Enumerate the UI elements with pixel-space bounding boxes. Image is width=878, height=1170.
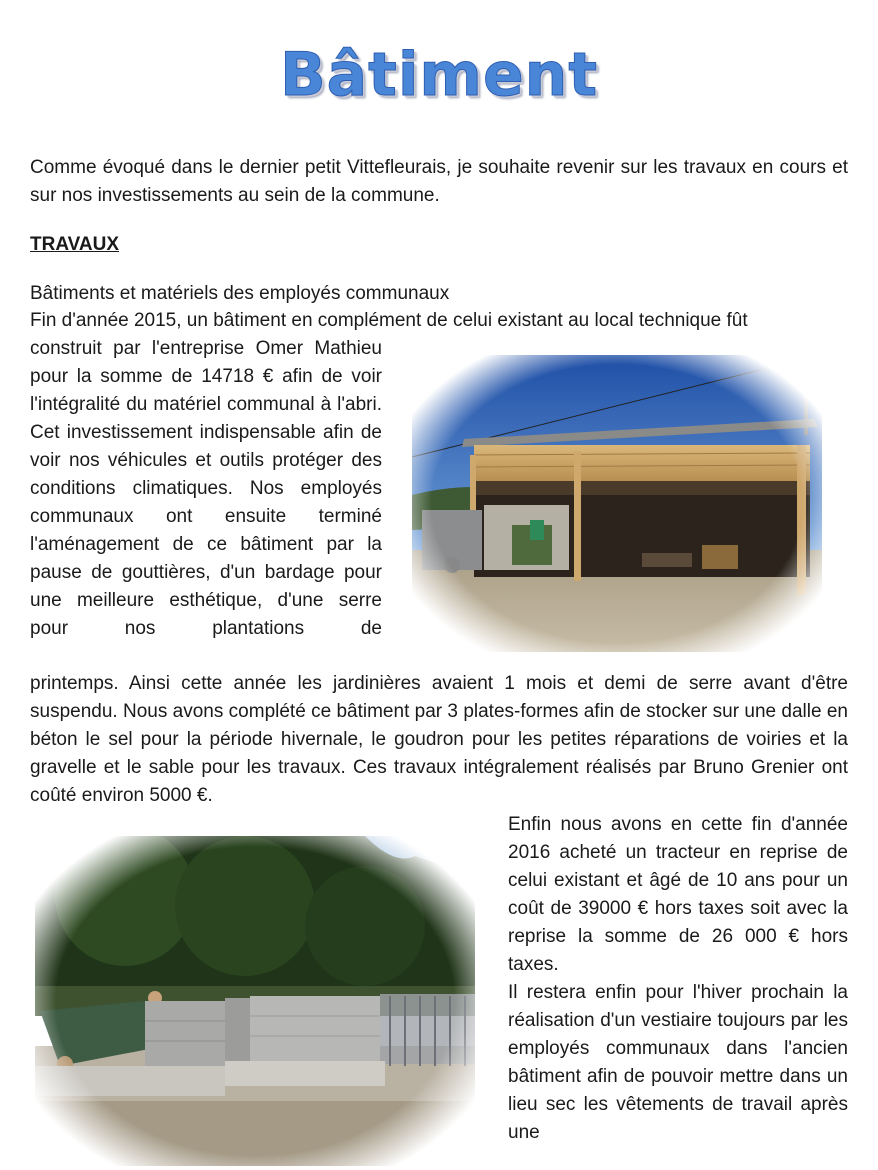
- page-title: Bâtiment: [279, 40, 599, 110]
- right-column-text-2: Il restera enfin pour l'hiver prochain la réalisation d'un vestiaire toujours par les employés communaux dans l'ancien bâtiment afin de pouvoir mettre dans un lieu sec les vêtements de travail après une: [508, 982, 848, 1143]
- left-column-text: construit par l'entreprise Omer Mathieu pour la somme de 14718 € afin de voir l'intégralité du matériel communal à l'abri. Cet investissement indispensable afin de voir nos véhicules et outils protéger des conditions climatiques. Nos employés communaux ont ensuite terminé l'aménagement de ce bâtiment par la pause de gouttières, d'un bardage pour une meilleure esthétique, d'une serre pour nos plantations de: [30, 338, 382, 639]
- shed-photo: [412, 355, 822, 652]
- subheading: Bâtiments et matériels des employés communaux: [30, 283, 450, 304]
- intro-paragraph: Comme évoqué dans le dernier petit Vittefleurais, je souhaite revenir sur les travaux en cours et sur nos investissements au sein de la commune.: [30, 157, 848, 206]
- storage-bays-photo: [35, 836, 475, 1166]
- continuation-paragraph: printemps. Ainsi cette année les jardinières avaient 1 mois et demi de serre avant d'être suspendu. Nous avons complété ce bâtiment par 3 plates-formes afin de stocker sur une dalle en béton le sel pour la période hivernale, le goudron pour les petites réparations de voiries et la gravelle et le sable pour les travaux. Ces travaux intégralement réalisés par Bruno Grenier ont coûté environ 5000 €.: [30, 673, 848, 806]
- paragraph-first-line: Fin d'année 2015, un bâtiment en complément de celui existant au local technique fût: [30, 310, 748, 331]
- section-heading: TRAVAUX: [30, 234, 120, 255]
- right-column-text-1: Enfin nous avons en cette fin d'année 2016 acheté un tracteur en reprise de celui existant et âgé de 10 ans pour un coût de 39000 € hors taxes soit avec la reprise la somme de 26 000 € hors taxes.: [508, 814, 848, 975]
